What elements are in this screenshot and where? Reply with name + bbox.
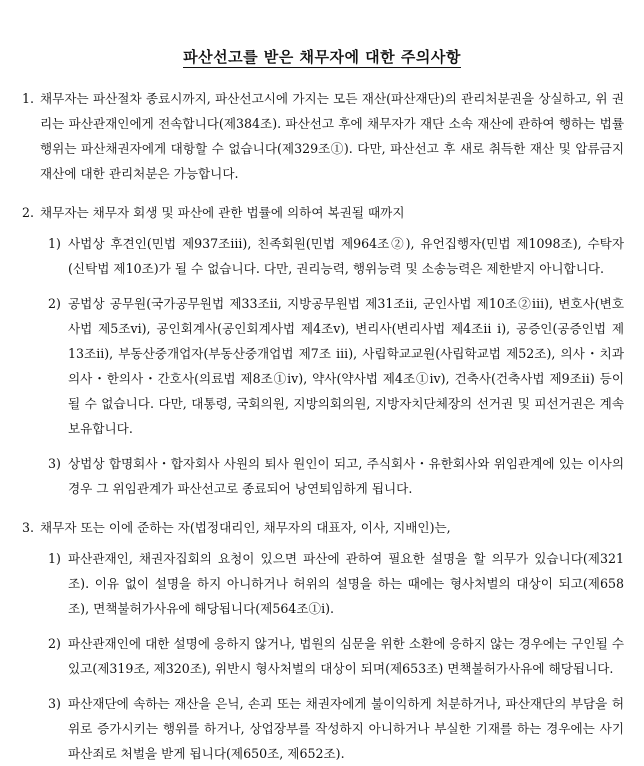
section-number: 2. — [22, 205, 35, 220]
section-number: 3. — [22, 520, 35, 535]
item-text: 파산관재인에 대한 설명에 응하지 않거나, 법원의 심문을 위한 소환에 응하지 않는 경우에는 구인될 수 있고(제319조, 제320조), 위반시 형사처벌의 대상이 되며(제653조) 면책불허가사유에 해당됩니다. — [68, 636, 624, 676]
section-text: 채무자는 파산절차 종료시까지, 파산선고시에 가지는 모든 재산(파산재단)의 관리처분권을 상실하고, 위 권리는 파산관재인에게 전속합니다(제384조). 파산선고 후에 채무자가 재단 소속 재산에 관하여 행하는 법률행위는 파산채권자에게 대항할 수 없습니다(제329조①). 다만, 파산선고 후 새로 취득한 재산 및 압류금지재산에 대한 관리처분은 가능합니다. — [40, 91, 624, 181]
section-2 — [0, 200, 644, 225]
item-text: 상법상 합명회사・합자회사 사원의 퇴사 원인이 되고, 주식회사・유한회사와 위임관계에 있는 이사의 경우 그 위임관계가 파산선고로 종료되어 낭연퇴임하게 됩니다. — [68, 456, 624, 496]
item-text: 공법상 공무원(국가공무원법 제33조ii, 지방공무원법 제31조ii, 군인사법 제10조②iii), 변호사(변호사법 제5조vi), 공인회계사(공인회계사법 제4조v), 변리사(변리사법 제4조ii i), 공증인(공증인법 제13조ii), 부동산중개업자(부동산중개업법 제7조 iii), 사립학교교원(사립학교법 제52조), 의사・치과의사・한의사・간호사(의료법 제8조①iv), 약사(약사법 제4조①iv), 건축사(건축사법 제9조ii) 등이 될 수 없습니다. 다만, 대통령, 국회의원, 지방의회의원, 지방자치단체장의 선거권 및 피선거권은 계속 보유합니다. — [68, 296, 624, 436]
item-text: 파산관재인, 채권자집회의 요청이 있으면 파산에 관하여 필요한 설명을 할 의무가 있습니다(제321조). 이유 없이 설명을 하지 아니하거나 허위의 설명을 하는 때에는 형사처벌의 대상이 되고(제658조), 면책불허가사유에 해당됩니다(제564조①i). — [68, 551, 624, 616]
item-number: 2) — [48, 636, 61, 651]
section-text: 채무자는 채무자 회생 및 파산에 관한 법률에 의하여 복권될 때까지 — [40, 205, 405, 220]
section-3-item-1 — [0, 546, 644, 621]
section-2-item-3 — [0, 451, 644, 501]
section-3-item-2 — [0, 631, 644, 681]
item-text: 사법상 후견인(민법 제937조iii), 친족회원(민법 제964조②), 유언집행자(민법 제1098조), 수탁자(신탁법 제10조)가 될 수 없습니다. 다만, 권리능력, 행위능력 및 소송능력은 제한받지 아니합니다. — [68, 236, 624, 276]
section-text: 채무자 또는 이에 준하는 자(법정대리인, 채무자의 대표자, 이사, 지배인)는, — [40, 520, 451, 535]
item-text: 파산재단에 속하는 재산을 은닉, 손괴 또는 채권자에게 불이익하게 처분하거나, 파산재단의 부담을 허위로 증가시키는 행위를 하거나, 상업장부를 작성하지 아니하거나 부실한 기재를 하는 경우에는 사기파산죄로 처벌을 받게 됩니다(제650조, 제652조). — [68, 696, 624, 761]
item-number: 3) — [48, 456, 61, 471]
item-number: 3) — [48, 696, 61, 711]
notice-body — [0, 86, 644, 766]
item-number: 1) — [48, 551, 61, 566]
section-2-item-1 — [0, 231, 644, 281]
item-number: 2) — [48, 296, 61, 311]
document-title: 파산선고를 받은 채무자에 대한 주의사항 — [183, 48, 461, 66]
section-number: 1. — [22, 91, 35, 106]
item-number: 1) — [48, 236, 61, 251]
section-1 — [0, 86, 644, 186]
section-2-item-2 — [0, 291, 644, 441]
section-3 — [0, 515, 644, 540]
